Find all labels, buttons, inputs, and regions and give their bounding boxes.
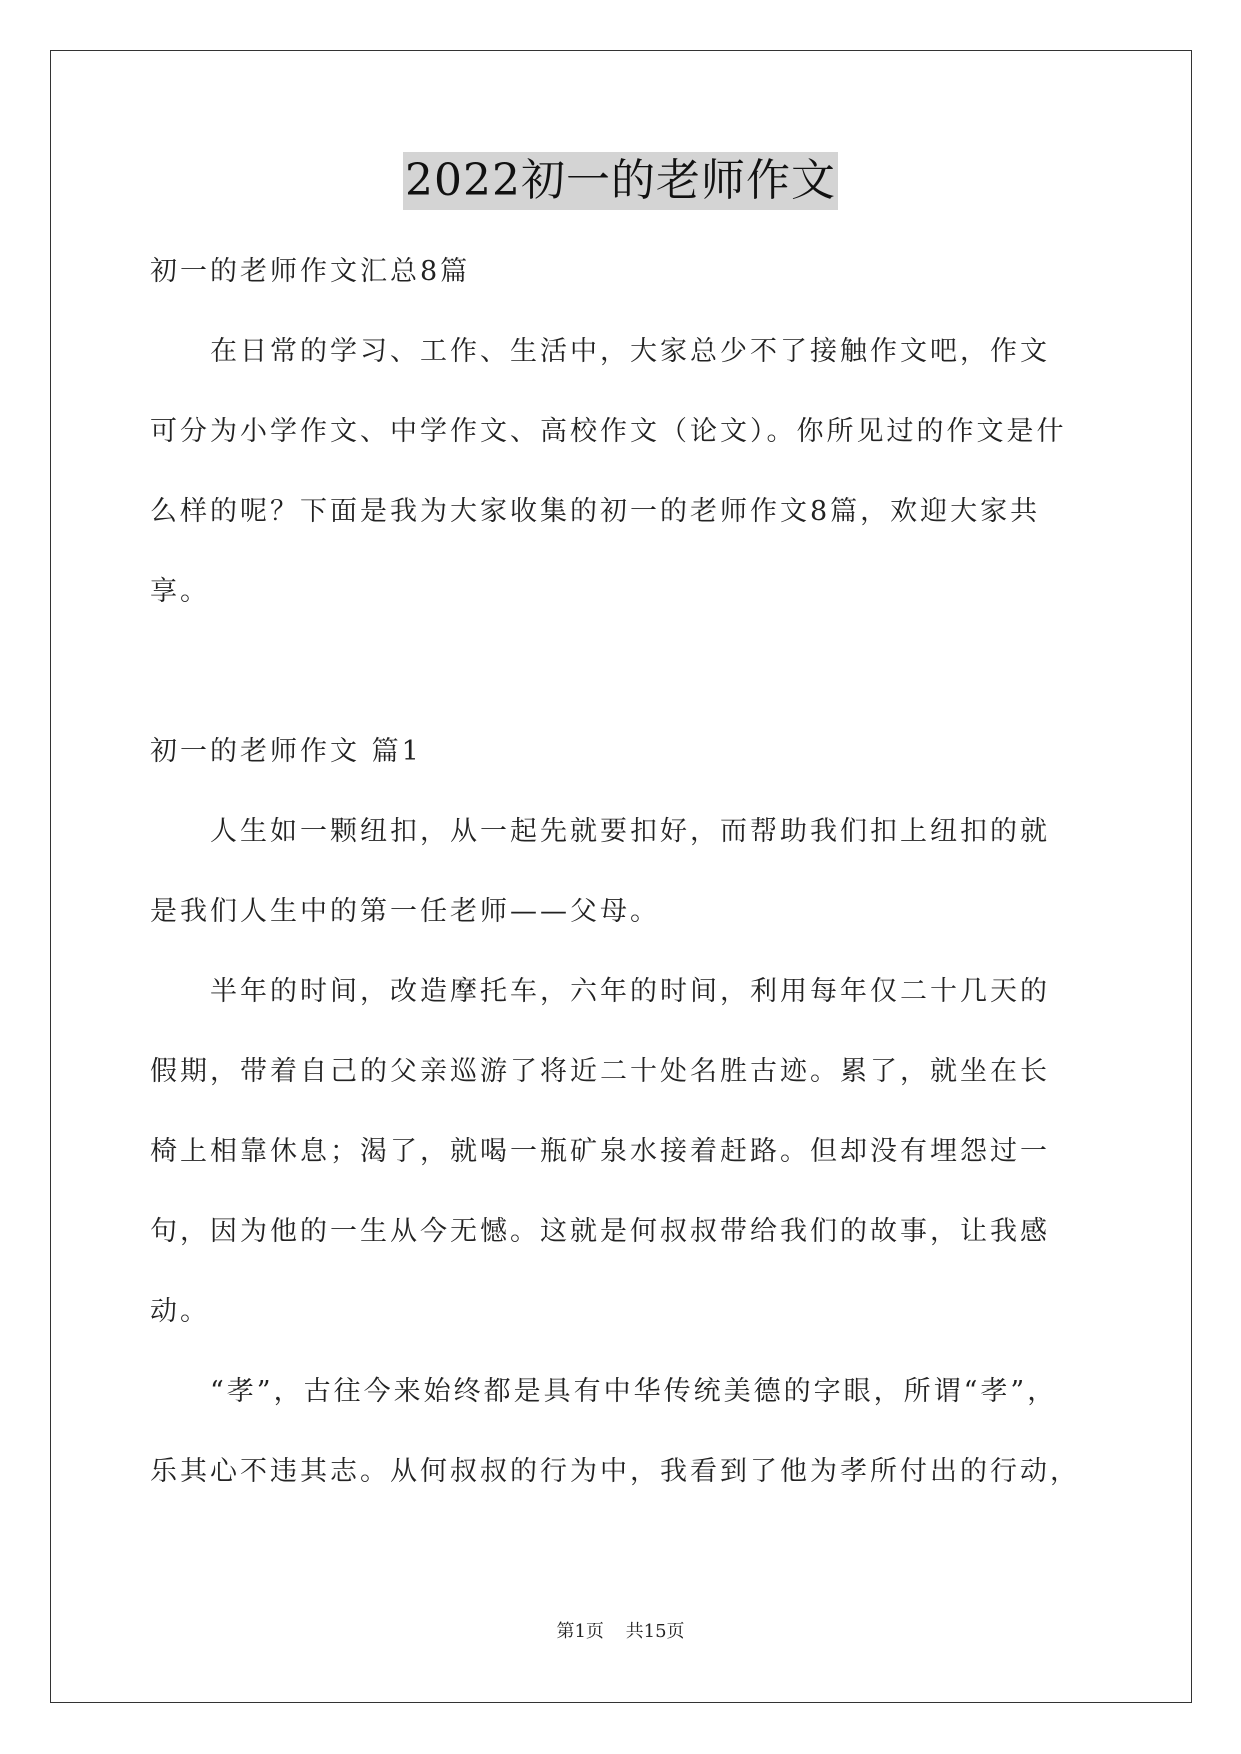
title-container <box>0 152 1241 210</box>
paragraph-line: 享。 <box>150 576 210 607</box>
paragraph-line: 人生如一颗纽扣，从一起先就要扣好，而帮助我们扣上纽扣的就 <box>150 816 1050 847</box>
subtitle-line: 初一的老师作文汇总8篇 <box>150 256 471 287</box>
paragraph-line: 可分为小学作文、中学作文、高校作文（论文）。你所见过的作文是什 <box>150 416 1067 447</box>
paragraph-line: 椅上相靠休息；渴了，就喝一瓶矿泉水接着赶路。但却没有埋怨过一 <box>150 1136 1050 1167</box>
paragraph-line: 是我们人生中的第一任老师——父母。 <box>150 896 660 927</box>
paragraph-line: 假期，带着自己的父亲巡游了将近二十处名胜古迹。累了，就坐在长 <box>150 1056 1050 1087</box>
blank-line <box>150 632 1090 712</box>
paragraph-line: 动。 <box>150 1296 210 1327</box>
paragraph-line: 么样的呢？下面是我为大家收集的初一的老师作文8篇，欢迎大家共 <box>150 496 1041 527</box>
paragraph-line: 句，因为他的一生从今无憾。这就是何叔叔带给我们的故事，让我感 <box>150 1216 1050 1247</box>
page-footer <box>0 1617 1241 1643</box>
document-title: 2022初一的老师作文 <box>403 152 838 210</box>
paragraph-line: 乐其心不违其志。从何叔叔的行为中，我看到了他为孝所付出的行动， <box>150 1456 1080 1487</box>
paragraph-line: 在日常的学习、工作、生活中，大家总少不了接触作文吧，作文 <box>150 336 1050 367</box>
paragraph-line: 半年的时间，改造摩托车，六年的时间，利用每年仅二十几天的 <box>150 976 1050 1007</box>
page-number: 第1页 <box>556 1621 604 1642</box>
paragraph-line: “孝”，古往今来始终都是具有中华传统美德的字眼，所谓“孝”， <box>150 1376 1058 1407</box>
section-heading: 初一的老师作文 篇1 <box>150 736 422 767</box>
document-body <box>150 232 1090 1512</box>
page-total: 共15页 <box>625 1621 685 1642</box>
